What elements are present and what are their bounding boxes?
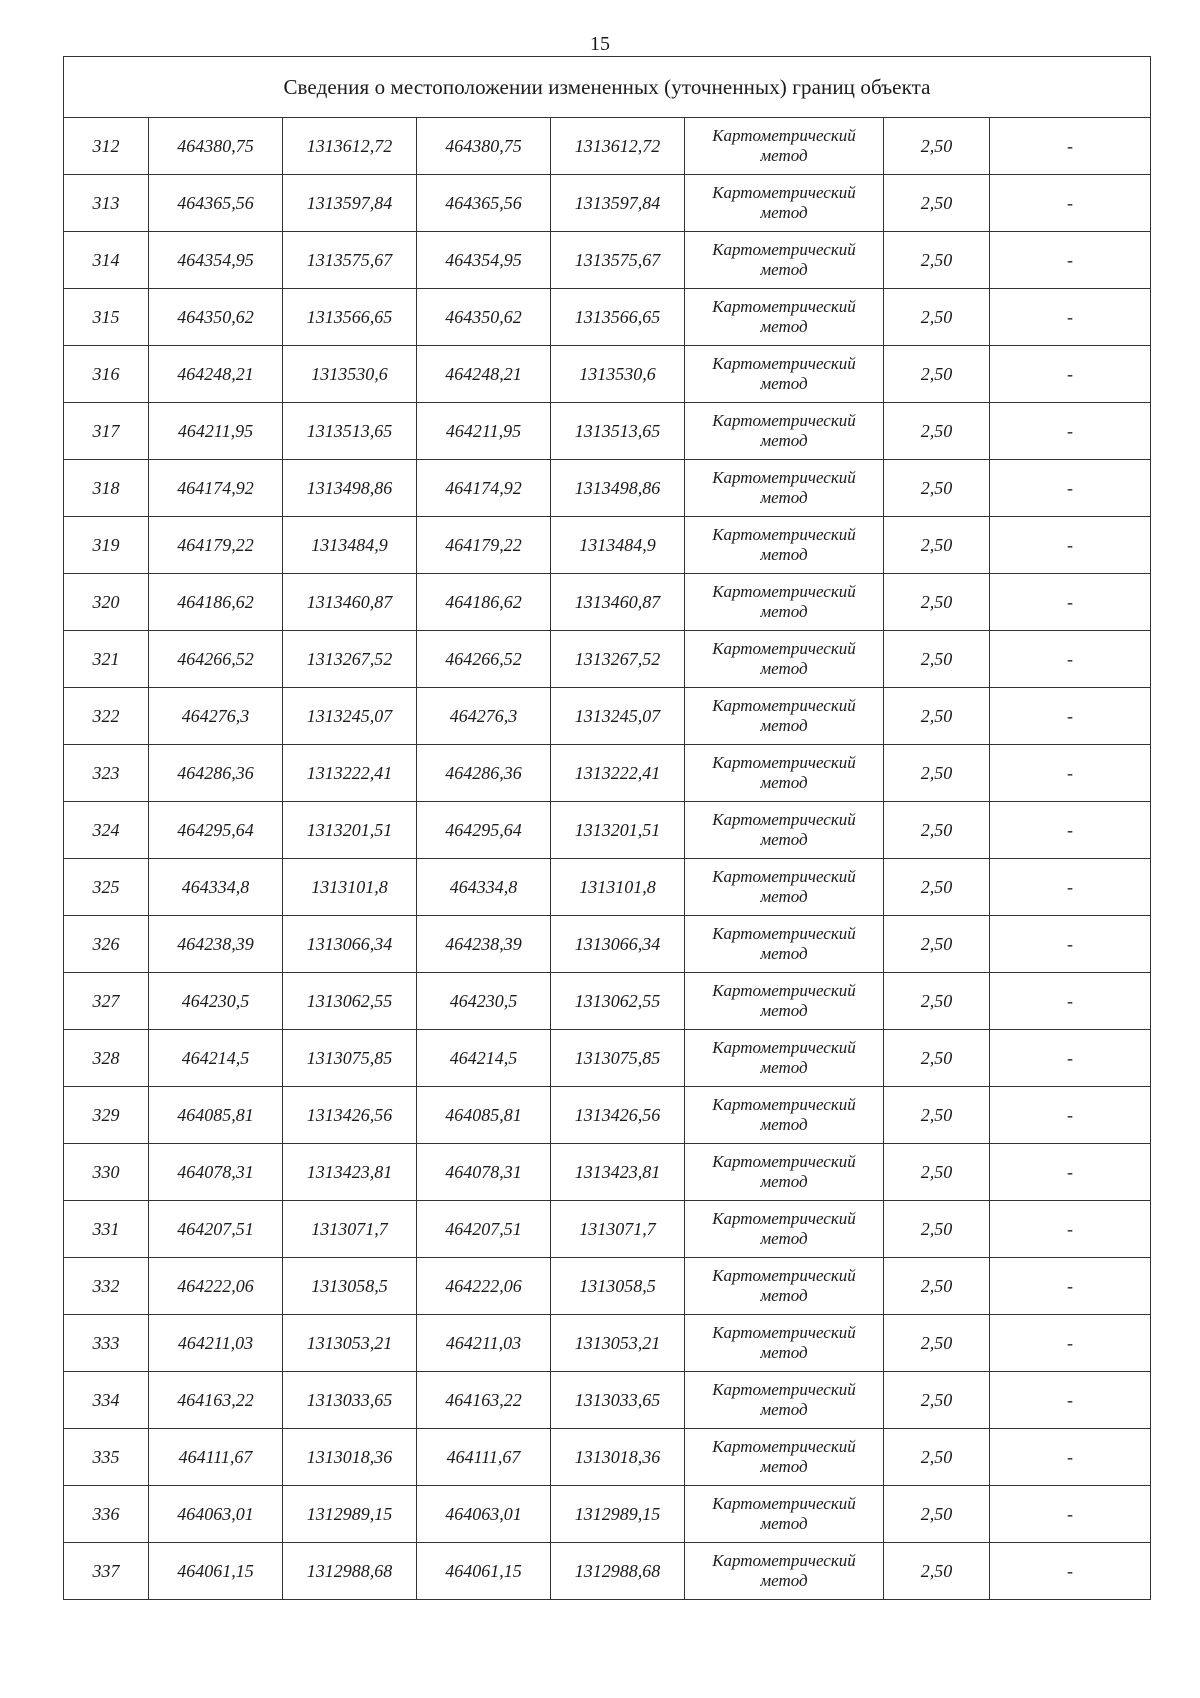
table-row <box>64 403 1151 460</box>
accuracy-cell: 2,50 <box>884 460 990 517</box>
method-line-1: Картометрический <box>712 1437 856 1456</box>
method-line-1: Картометрический <box>712 696 856 715</box>
existing-y-cell: 1313075,85 <box>283 1030 417 1087</box>
method-cell <box>685 574 884 631</box>
existing-y-cell: 1313423,81 <box>283 1144 417 1201</box>
point-number-cell: 322 <box>64 688 149 745</box>
table-body <box>64 57 1151 1600</box>
method-cell <box>685 118 884 175</box>
existing-y-cell: 1313101,8 <box>283 859 417 916</box>
method-line-1: Картометрический <box>712 1209 856 1228</box>
refined-y-cell: 1313201,51 <box>551 802 685 859</box>
method-cell <box>685 403 884 460</box>
method-line-1: Картометрический <box>712 981 856 1000</box>
existing-y-cell: 1312989,15 <box>283 1486 417 1543</box>
method-line-1: Картометрический <box>712 183 856 202</box>
method-line-2: метод <box>760 1457 808 1476</box>
accuracy-cell: 2,50 <box>884 802 990 859</box>
method-line-1: Картометрический <box>712 1551 856 1570</box>
accuracy-cell: 2,50 <box>884 1486 990 1543</box>
method-line-2: метод <box>760 374 808 393</box>
method-cell <box>685 859 884 916</box>
table-header-row <box>64 57 1151 118</box>
accuracy-cell: 2,50 <box>884 346 990 403</box>
table-row <box>64 859 1151 916</box>
refined-x-cell: 464365,56 <box>417 175 551 232</box>
method-line-2: метод <box>760 1058 808 1077</box>
note-cell: - <box>990 232 1151 289</box>
method-cell <box>685 1201 884 1258</box>
method-cell <box>685 175 884 232</box>
existing-x-cell: 464078,31 <box>149 1144 283 1201</box>
refined-y-cell: 1313053,21 <box>551 1315 685 1372</box>
method-line-1: Картометрический <box>712 525 856 544</box>
refined-x-cell: 464063,01 <box>417 1486 551 1543</box>
refined-y-cell: 1313597,84 <box>551 175 685 232</box>
existing-y-cell: 1313222,41 <box>283 745 417 802</box>
method-cell <box>685 688 884 745</box>
refined-y-cell: 1313245,07 <box>551 688 685 745</box>
boundary-coordinates-table <box>63 56 1151 1600</box>
existing-x-cell: 464286,36 <box>149 745 283 802</box>
existing-y-cell: 1313053,21 <box>283 1315 417 1372</box>
existing-x-cell: 464238,39 <box>149 916 283 973</box>
refined-y-cell: 1313075,85 <box>551 1030 685 1087</box>
method-line-1: Картометрический <box>712 639 856 658</box>
table-row <box>64 1201 1151 1258</box>
accuracy-cell: 2,50 <box>884 517 990 574</box>
refined-y-cell: 1313513,65 <box>551 403 685 460</box>
refined-y-cell: 1313566,65 <box>551 289 685 346</box>
method-line-1: Картометрический <box>712 1494 856 1513</box>
table-row <box>64 1258 1151 1315</box>
method-line-2: метод <box>760 203 808 222</box>
method-cell <box>685 346 884 403</box>
existing-y-cell: 1313071,7 <box>283 1201 417 1258</box>
accuracy-cell: 2,50 <box>884 859 990 916</box>
refined-y-cell: 1313484,9 <box>551 517 685 574</box>
method-cell <box>685 1144 884 1201</box>
existing-x-cell: 464295,64 <box>149 802 283 859</box>
accuracy-cell: 2,50 <box>884 1315 990 1372</box>
refined-y-cell: 1312989,15 <box>551 1486 685 1543</box>
point-number-cell: 331 <box>64 1201 149 1258</box>
note-cell: - <box>990 1201 1151 1258</box>
note-cell: - <box>990 517 1151 574</box>
method-line-2: метод <box>760 1343 808 1362</box>
method-line-2: метод <box>760 887 808 906</box>
existing-x-cell: 464211,95 <box>149 403 283 460</box>
table-row <box>64 460 1151 517</box>
refined-x-cell: 464214,5 <box>417 1030 551 1087</box>
accuracy-cell: 2,50 <box>884 973 990 1030</box>
refined-y-cell: 1313612,72 <box>551 118 685 175</box>
page-number: 15 <box>590 33 610 55</box>
method-line-1: Картометрический <box>712 582 856 601</box>
method-line-2: метод <box>760 659 808 678</box>
table-row <box>64 745 1151 802</box>
existing-y-cell: 1313245,07 <box>283 688 417 745</box>
accuracy-cell: 2,50 <box>884 1087 990 1144</box>
method-cell <box>685 1315 884 1372</box>
method-line-2: метод <box>760 431 808 450</box>
point-number-cell: 337 <box>64 1543 149 1600</box>
refined-y-cell: 1313498,86 <box>551 460 685 517</box>
note-cell: - <box>990 1030 1151 1087</box>
table-row <box>64 631 1151 688</box>
note-cell: - <box>990 916 1151 973</box>
note-cell: - <box>990 175 1151 232</box>
note-cell: - <box>990 859 1151 916</box>
note-cell: - <box>990 631 1151 688</box>
accuracy-cell: 2,50 <box>884 688 990 745</box>
accuracy-cell: 2,50 <box>884 631 990 688</box>
method-cell <box>685 1258 884 1315</box>
existing-x-cell: 464163,22 <box>149 1372 283 1429</box>
accuracy-cell: 2,50 <box>884 745 990 802</box>
table-row <box>64 517 1151 574</box>
method-cell <box>685 745 884 802</box>
method-line-1: Картометрический <box>712 1323 856 1342</box>
refined-x-cell: 464286,36 <box>417 745 551 802</box>
method-line-1: Картометрический <box>712 867 856 886</box>
note-cell: - <box>990 1429 1151 1486</box>
point-number-cell: 313 <box>64 175 149 232</box>
point-number-cell: 320 <box>64 574 149 631</box>
existing-y-cell: 1313597,84 <box>283 175 417 232</box>
refined-x-cell: 464111,67 <box>417 1429 551 1486</box>
note-cell: - <box>990 574 1151 631</box>
point-number-cell: 327 <box>64 973 149 1030</box>
refined-y-cell: 1313062,55 <box>551 973 685 1030</box>
existing-x-cell: 464174,92 <box>149 460 283 517</box>
method-line-2: метод <box>760 830 808 849</box>
refined-y-cell: 1313222,41 <box>551 745 685 802</box>
method-line-1: Картометрический <box>712 1266 856 1285</box>
refined-x-cell: 464248,21 <box>417 346 551 403</box>
existing-x-cell: 464061,15 <box>149 1543 283 1600</box>
refined-y-cell: 1313530,6 <box>551 346 685 403</box>
accuracy-cell: 2,50 <box>884 916 990 973</box>
refined-y-cell: 1313101,8 <box>551 859 685 916</box>
existing-y-cell: 1313426,56 <box>283 1087 417 1144</box>
table-row <box>64 973 1151 1030</box>
existing-x-cell: 464276,3 <box>149 688 283 745</box>
refined-x-cell: 464179,22 <box>417 517 551 574</box>
existing-x-cell: 464266,52 <box>149 631 283 688</box>
method-line-2: метод <box>760 488 808 507</box>
point-number-cell: 321 <box>64 631 149 688</box>
existing-y-cell: 1313201,51 <box>283 802 417 859</box>
point-number-cell: 329 <box>64 1087 149 1144</box>
existing-x-cell: 464365,56 <box>149 175 283 232</box>
table-row <box>64 118 1151 175</box>
note-cell: - <box>990 1258 1151 1315</box>
point-number-cell: 318 <box>64 460 149 517</box>
method-cell <box>685 1543 884 1600</box>
method-cell <box>685 1429 884 1486</box>
accuracy-cell: 2,50 <box>884 118 990 175</box>
method-line-1: Картометрический <box>712 1095 856 1114</box>
note-cell: - <box>990 346 1151 403</box>
refined-x-cell: 464211,03 <box>417 1315 551 1372</box>
accuracy-cell: 2,50 <box>884 232 990 289</box>
refined-x-cell: 464354,95 <box>417 232 551 289</box>
refined-x-cell: 464276,3 <box>417 688 551 745</box>
note-cell: - <box>990 403 1151 460</box>
method-line-2: метод <box>760 545 808 564</box>
existing-x-cell: 464334,8 <box>149 859 283 916</box>
refined-x-cell: 464266,52 <box>417 631 551 688</box>
refined-y-cell: 1313018,36 <box>551 1429 685 1486</box>
note-cell: - <box>990 1087 1151 1144</box>
refined-y-cell: 1313066,34 <box>551 916 685 973</box>
table-row <box>64 1030 1151 1087</box>
method-line-2: метод <box>760 602 808 621</box>
table-row <box>64 232 1151 289</box>
table-row <box>64 574 1151 631</box>
existing-x-cell: 464354,95 <box>149 232 283 289</box>
method-cell <box>685 232 884 289</box>
accuracy-cell: 2,50 <box>884 1543 990 1600</box>
point-number-cell: 324 <box>64 802 149 859</box>
point-number-cell: 323 <box>64 745 149 802</box>
method-line-1: Картометрический <box>712 1038 856 1057</box>
refined-x-cell: 464078,31 <box>417 1144 551 1201</box>
method-line-2: метод <box>760 1286 808 1305</box>
note-cell: - <box>990 802 1151 859</box>
existing-y-cell: 1313530,6 <box>283 346 417 403</box>
existing-x-cell: 464085,81 <box>149 1087 283 1144</box>
existing-y-cell: 1313612,72 <box>283 118 417 175</box>
point-number-cell: 333 <box>64 1315 149 1372</box>
existing-y-cell: 1313513,65 <box>283 403 417 460</box>
method-line-1: Картометрический <box>712 126 856 145</box>
method-line-2: метод <box>760 146 808 165</box>
table-row <box>64 1315 1151 1372</box>
method-line-1: Картометрический <box>712 753 856 772</box>
accuracy-cell: 2,50 <box>884 403 990 460</box>
note-cell: - <box>990 1543 1151 1600</box>
accuracy-cell: 2,50 <box>884 574 990 631</box>
point-number-cell: 330 <box>64 1144 149 1201</box>
note-cell: - <box>990 1144 1151 1201</box>
refined-x-cell: 464207,51 <box>417 1201 551 1258</box>
table-title: Сведения о местоположении измененных (уточненных) границ объекта <box>64 57 1151 118</box>
method-line-2: метод <box>760 1115 808 1134</box>
refined-y-cell: 1313267,52 <box>551 631 685 688</box>
refined-x-cell: 464211,95 <box>417 403 551 460</box>
existing-x-cell: 464214,5 <box>149 1030 283 1087</box>
accuracy-cell: 2,50 <box>884 1030 990 1087</box>
table-row <box>64 1144 1151 1201</box>
method-line-1: Картометрический <box>712 1380 856 1399</box>
existing-x-cell: 464248,21 <box>149 346 283 403</box>
method-line-1: Картометрический <box>712 468 856 487</box>
refined-x-cell: 464295,64 <box>417 802 551 859</box>
method-cell <box>685 916 884 973</box>
table-row <box>64 1429 1151 1486</box>
point-number-cell: 315 <box>64 289 149 346</box>
refined-x-cell: 464061,15 <box>417 1543 551 1600</box>
note-cell: - <box>990 289 1151 346</box>
method-cell <box>685 631 884 688</box>
method-cell <box>685 973 884 1030</box>
refined-y-cell: 1313033,65 <box>551 1372 685 1429</box>
refined-x-cell: 464222,06 <box>417 1258 551 1315</box>
point-number-cell: 317 <box>64 403 149 460</box>
point-number-cell: 336 <box>64 1486 149 1543</box>
method-line-2: метод <box>760 317 808 336</box>
point-number-cell: 332 <box>64 1258 149 1315</box>
table-row <box>64 1543 1151 1600</box>
note-cell: - <box>990 1486 1151 1543</box>
refined-x-cell: 464174,92 <box>417 460 551 517</box>
refined-y-cell: 1313423,81 <box>551 1144 685 1201</box>
existing-x-cell: 464186,62 <box>149 574 283 631</box>
point-number-cell: 328 <box>64 1030 149 1087</box>
table-row <box>64 1372 1151 1429</box>
method-line-2: метод <box>760 1172 808 1191</box>
note-cell: - <box>990 1372 1151 1429</box>
table-row <box>64 1486 1151 1543</box>
table-row <box>64 802 1151 859</box>
accuracy-cell: 2,50 <box>884 175 990 232</box>
existing-y-cell: 1313267,52 <box>283 631 417 688</box>
existing-x-cell: 464222,06 <box>149 1258 283 1315</box>
accuracy-cell: 2,50 <box>884 1372 990 1429</box>
existing-x-cell: 464111,67 <box>149 1429 283 1486</box>
point-number-cell: 334 <box>64 1372 149 1429</box>
note-cell: - <box>990 1315 1151 1372</box>
point-number-cell: 316 <box>64 346 149 403</box>
existing-x-cell: 464211,03 <box>149 1315 283 1372</box>
existing-x-cell: 464179,22 <box>149 517 283 574</box>
existing-x-cell: 464207,51 <box>149 1201 283 1258</box>
method-cell <box>685 289 884 346</box>
note-cell: - <box>990 973 1151 1030</box>
accuracy-cell: 2,50 <box>884 1429 990 1486</box>
method-line-1: Картометрический <box>712 411 856 430</box>
table-row <box>64 346 1151 403</box>
point-number-cell: 314 <box>64 232 149 289</box>
existing-y-cell: 1313062,55 <box>283 973 417 1030</box>
refined-y-cell: 1313058,5 <box>551 1258 685 1315</box>
point-number-cell: 325 <box>64 859 149 916</box>
existing-y-cell: 1313460,87 <box>283 574 417 631</box>
existing-y-cell: 1313058,5 <box>283 1258 417 1315</box>
accuracy-cell: 2,50 <box>884 289 990 346</box>
existing-y-cell: 1313018,36 <box>283 1429 417 1486</box>
method-line-1: Картометрический <box>712 297 856 316</box>
method-line-2: метод <box>760 944 808 963</box>
method-line-2: метод <box>760 1229 808 1248</box>
existing-x-cell: 464063,01 <box>149 1486 283 1543</box>
refined-x-cell: 464334,8 <box>417 859 551 916</box>
method-cell <box>685 517 884 574</box>
refined-y-cell: 1313575,67 <box>551 232 685 289</box>
method-line-2: метод <box>760 1514 808 1533</box>
note-cell: - <box>990 745 1151 802</box>
existing-x-cell: 464350,62 <box>149 289 283 346</box>
note-cell: - <box>990 460 1151 517</box>
existing-y-cell: 1313566,65 <box>283 289 417 346</box>
refined-x-cell: 464230,5 <box>417 973 551 1030</box>
refined-x-cell: 464380,75 <box>417 118 551 175</box>
table-row <box>64 688 1151 745</box>
table-row <box>64 175 1151 232</box>
method-line-2: метод <box>760 260 808 279</box>
existing-y-cell: 1313498,86 <box>283 460 417 517</box>
refined-x-cell: 464350,62 <box>417 289 551 346</box>
existing-y-cell: 1313575,67 <box>283 232 417 289</box>
method-line-1: Картометрический <box>712 240 856 259</box>
method-line-2: метод <box>760 1571 808 1590</box>
note-cell: - <box>990 688 1151 745</box>
method-line-2: метод <box>760 773 808 792</box>
method-line-1: Картометрический <box>712 924 856 943</box>
refined-y-cell: 1313071,7 <box>551 1201 685 1258</box>
existing-y-cell: 1312988,68 <box>283 1543 417 1600</box>
method-line-1: Картометрический <box>712 1152 856 1171</box>
table-row <box>64 916 1151 973</box>
method-cell <box>685 1087 884 1144</box>
method-cell <box>685 802 884 859</box>
point-number-cell: 319 <box>64 517 149 574</box>
method-line-2: метод <box>760 1001 808 1020</box>
table-row <box>64 1087 1151 1144</box>
point-number-cell: 326 <box>64 916 149 973</box>
refined-x-cell: 464238,39 <box>417 916 551 973</box>
refined-y-cell: 1312988,68 <box>551 1543 685 1600</box>
method-line-2: метод <box>760 1400 808 1419</box>
existing-y-cell: 1313066,34 <box>283 916 417 973</box>
method-line-1: Картометрический <box>712 354 856 373</box>
accuracy-cell: 2,50 <box>884 1258 990 1315</box>
method-line-2: метод <box>760 716 808 735</box>
accuracy-cell: 2,50 <box>884 1144 990 1201</box>
refined-y-cell: 1313460,87 <box>551 574 685 631</box>
point-number-cell: 335 <box>64 1429 149 1486</box>
existing-x-cell: 464380,75 <box>149 118 283 175</box>
note-cell: - <box>990 118 1151 175</box>
method-line-1: Картометрический <box>712 810 856 829</box>
table-row <box>64 289 1151 346</box>
method-cell <box>685 460 884 517</box>
point-number-cell: 312 <box>64 118 149 175</box>
existing-x-cell: 464230,5 <box>149 973 283 1030</box>
refined-x-cell: 464085,81 <box>417 1087 551 1144</box>
method-cell <box>685 1030 884 1087</box>
existing-y-cell: 1313484,9 <box>283 517 417 574</box>
method-cell <box>685 1486 884 1543</box>
existing-y-cell: 1313033,65 <box>283 1372 417 1429</box>
refined-x-cell: 464186,62 <box>417 574 551 631</box>
refined-x-cell: 464163,22 <box>417 1372 551 1429</box>
method-cell <box>685 1372 884 1429</box>
accuracy-cell: 2,50 <box>884 1201 990 1258</box>
refined-y-cell: 1313426,56 <box>551 1087 685 1144</box>
